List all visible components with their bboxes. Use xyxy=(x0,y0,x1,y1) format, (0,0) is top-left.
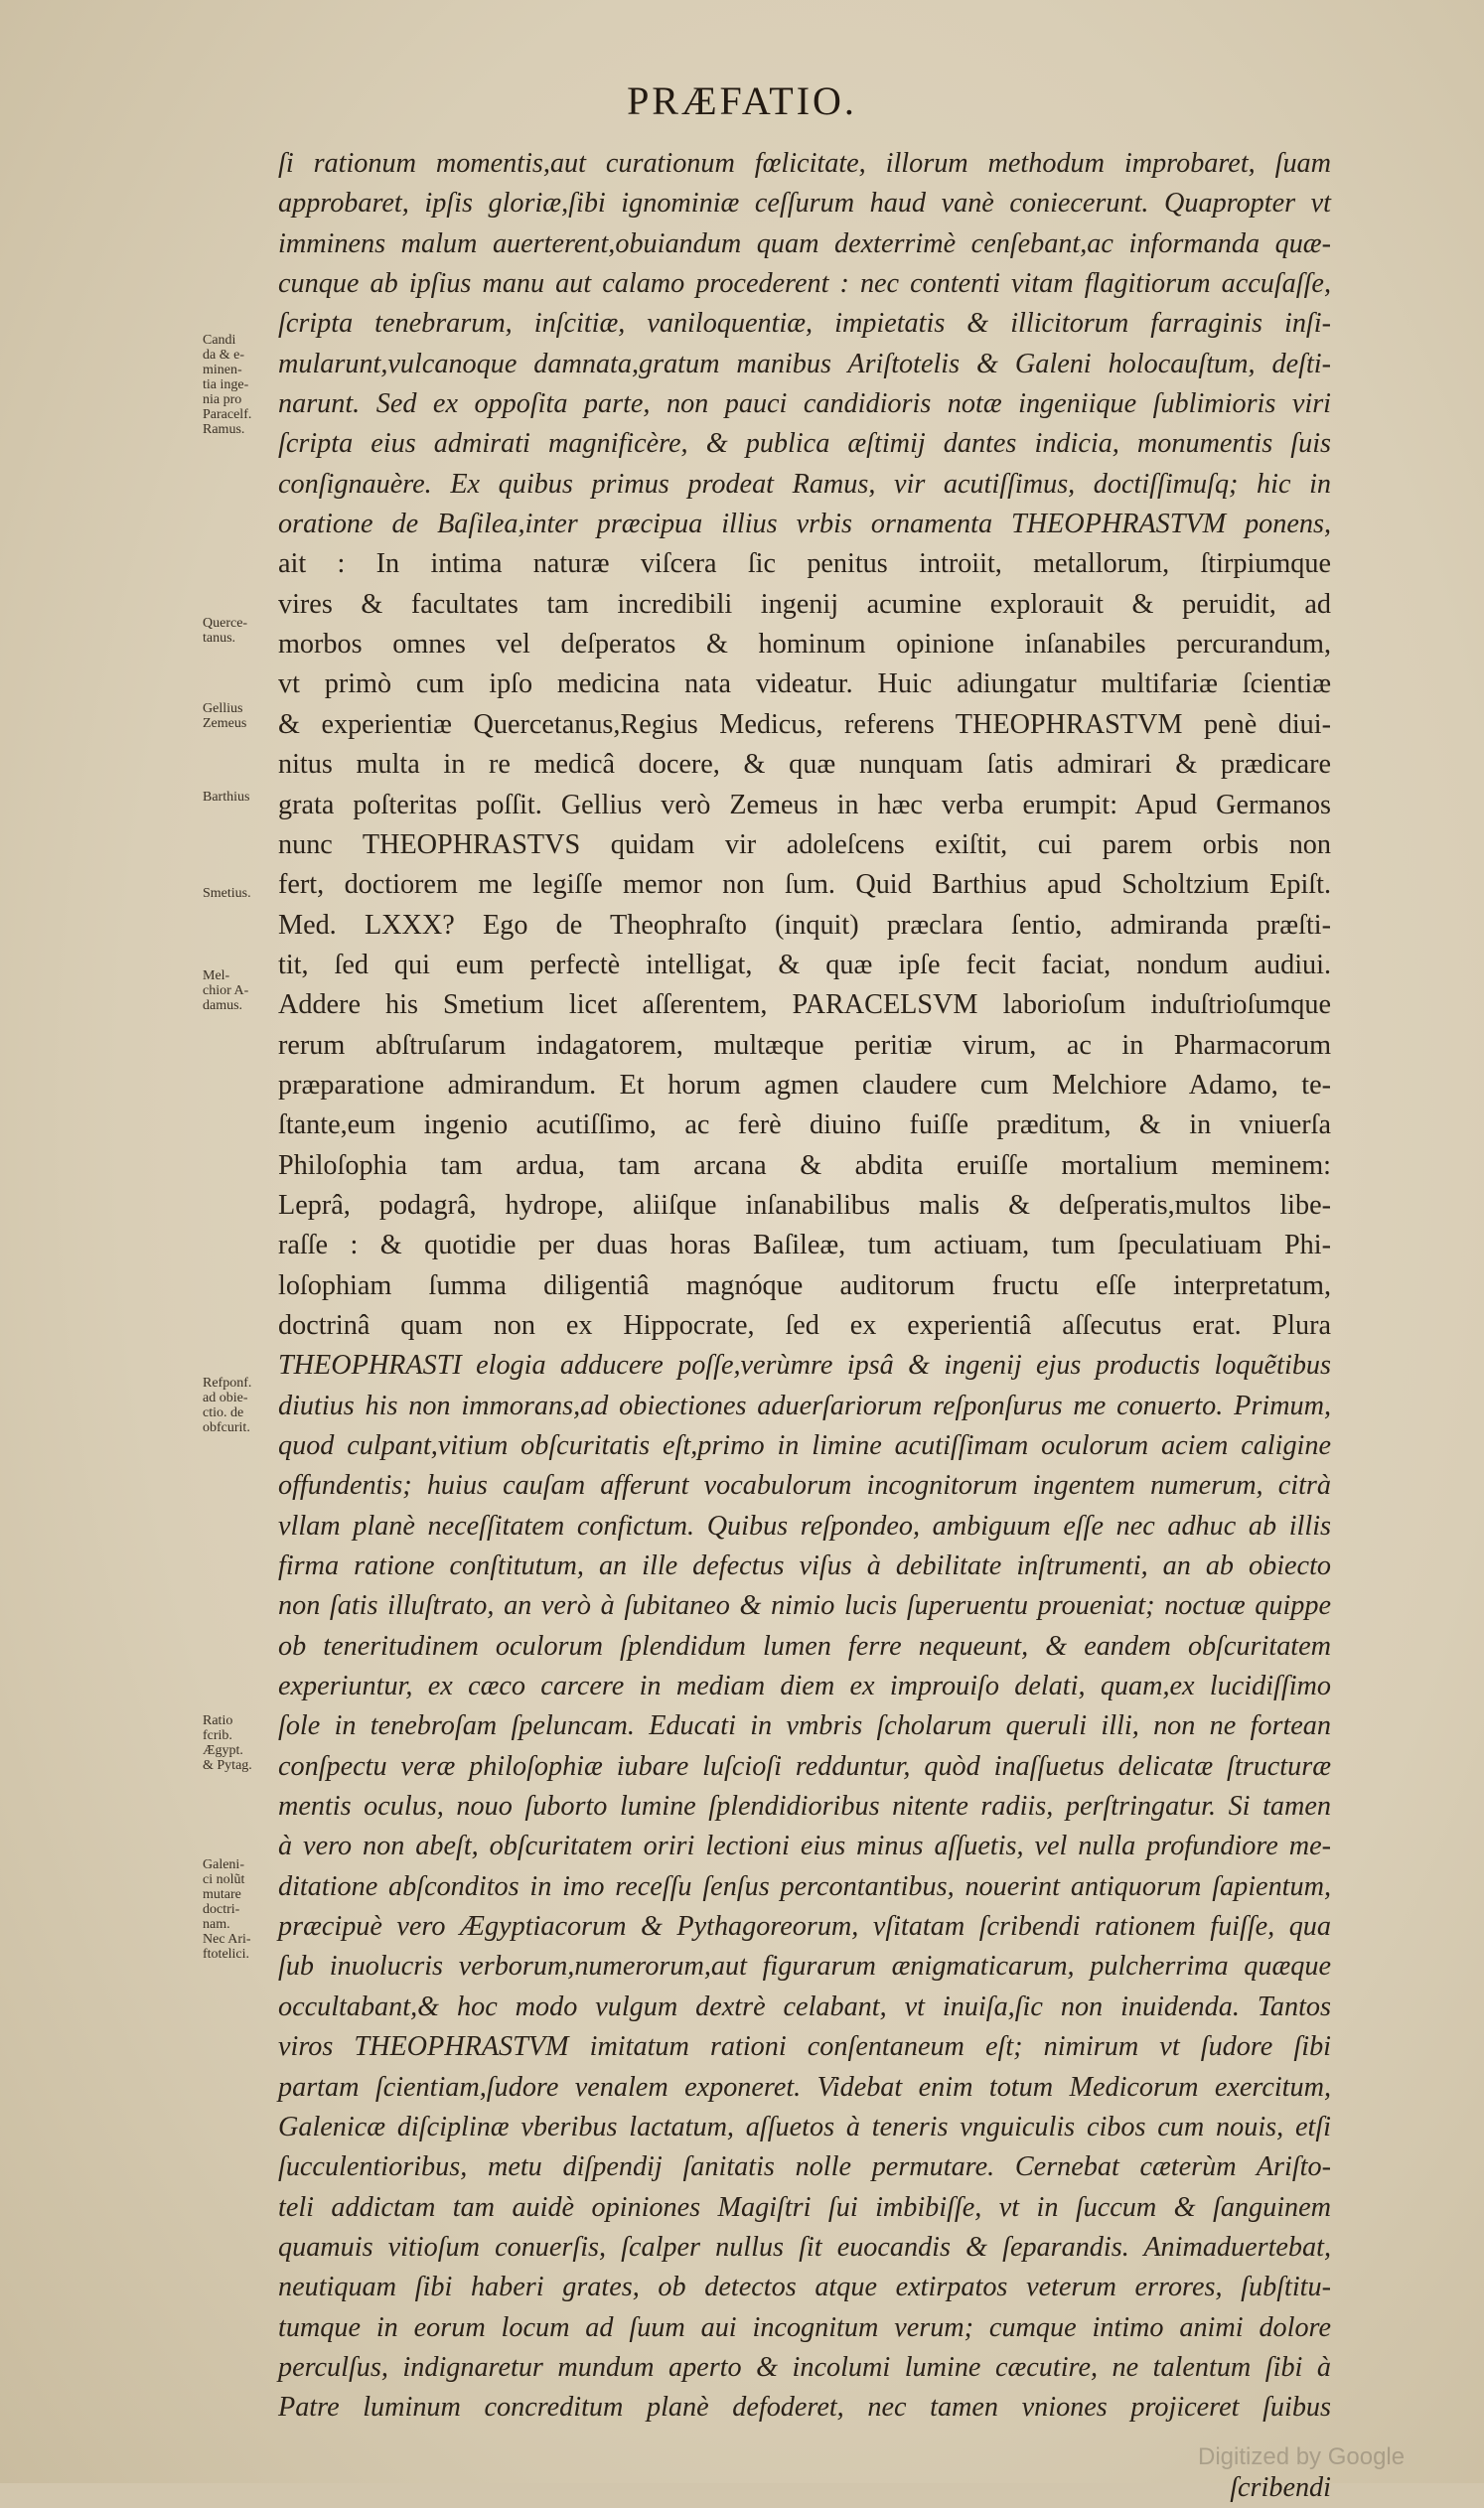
text-line: loſophiam ſumma diligentiâ magnóque auditorum fructu eſſe interpretatum, xyxy=(278,1269,1331,1301)
text-line: ſi rationum momentis,aut curationum fœlicitate, illorum methodum improbaret, ſuam xyxy=(278,148,1331,179)
text-line: vt primò cum ipſo medicina nata videatur. Huic adiungatur multifariæ ſcientiæ xyxy=(278,668,1331,700)
body-text xyxy=(278,144,1331,2508)
margin-note-responsio: Refponf. ad obie- ctio. de obfcurit. xyxy=(203,1376,252,1435)
text-line: Patre luminum concreditum planè defoderet, nec tamen vniones projiceret ſuibus xyxy=(278,2392,1331,2424)
text-line: conſignauère. Ex quibus primus prodeat Ramus, vir acutiſſimus, doctiſſimuſq; hic in xyxy=(278,468,1331,500)
text-line: & experientiæ Quercetanus,Regius Medicus, referens THEOPHRASTVM penè diui- xyxy=(278,708,1331,740)
text-line: viros THEOPHRASTVM imitatum rationi conſentaneum eſt; nimirum vt ſudore ſibi xyxy=(278,2031,1331,2063)
text-line: ſucculentioribus, metu diſpendij ſanitatis nolle permutare. Cernebat cæterùm Ariſto- xyxy=(278,2151,1331,2183)
text-line: rerum abſtruſarum indagatorem, multæque peritiæ virum, ac in Pharmacorum xyxy=(278,1029,1331,1061)
text-line: ſub inuolucris verborum,numerorum,aut figurarum ænigmaticarum, pulcherrima quæque xyxy=(278,1951,1331,1983)
text-line: quod culpant,vitium obſcuritatis eſt,primo in limine acutiſſimam oculorum aciem caligine xyxy=(278,1430,1331,1461)
margin-note-smetius: Smetius. xyxy=(203,886,251,901)
text-line: quamuis vitioſum conuerſis, ſcalper nullus ſit euocandis & ſeparandis. Animaduertebat, xyxy=(278,2231,1331,2263)
text-line: ſtante,eum ingenio acutiſſimo, ac ferè diuino fuiſſe præditum, & in vniuerſa xyxy=(278,1109,1331,1141)
watermark: Digitized by Google xyxy=(1198,2443,1406,2470)
text-line: offundentis; huius cauſam afferunt vocabulorum incognitorum ingentem numerum, citrà xyxy=(278,1470,1331,1502)
text-line: Philoſophia tam ardua, tam arcana & abdita eruiſſe mortalium meminem: xyxy=(278,1149,1331,1181)
text-line: grata poſteritas poſſit. Gellius verò Zemeus in hæc verba erumpit: Apud Germanos xyxy=(278,789,1331,820)
margin-note-quercetanus: Querce- tanus. xyxy=(203,616,248,646)
text-line: fert, doctiorem me legiſſe memor non ſum. Quid Barthius apud Scholtzium Epiſt. xyxy=(278,869,1331,901)
text-line: diutius his non immorans,ad obiectiones aduerſariorum reſponſurus me conuerto. Primum, xyxy=(278,1390,1331,1421)
margin-note-melchior: Mel- chior A- damus. xyxy=(203,968,249,1013)
text-line: ait : In intima naturæ viſcera ſic penitus introiit, metallorum, ſtirpiumque xyxy=(278,548,1331,580)
text-line: mularunt,vulcanoque damnata,gratum manibus Ariſtotelis & Galeni holocauſtum, deſti- xyxy=(278,348,1331,379)
text-line: nunc THEOPHRASTVS quidam vir adoleſcens exiſtit, cui parem orbis non xyxy=(278,828,1331,860)
running-head: PRÆFATIO. xyxy=(627,78,857,123)
text-line: imminens malum auerterent,obuiandum quam dexterrimè cenſebant,ac informanda quæ- xyxy=(278,227,1331,259)
text-line: oratione de Baſilea,inter præcipua illius vrbis ornamenta THEOPHRASTVM ponens, xyxy=(278,509,1331,540)
text-line: narunt. Sed ex oppoſita parte, non pauci candidioris notæ ingeniique ſublimioris viri xyxy=(278,388,1331,420)
text-line: partam ſcientiam,ſudore venalem exponeret. Videbat enim totum Medicorum exercitum, xyxy=(278,2071,1331,2103)
text-line: ob teneritudinem oculorum ſplendidum lumen ferre nequeunt, & eandem obſcuritatem xyxy=(278,1630,1331,1662)
margin-note-ratio: Ratio fcrib. Ægypt. & Pytag. xyxy=(203,1713,252,1773)
text-line xyxy=(278,2429,1331,2468)
text-line: neutiquam ſibi haberi grates, ob detectos atque extirpatos veterum errores, ſubſtitu- xyxy=(278,2272,1331,2303)
text-line: tumque in eorum locum ad ſuum aui incognitum verum; cumque intimo animi dolore xyxy=(278,2311,1331,2343)
text-line: ſole in tenebroſam ſpeluncam. Educati in vmbris ſcholarum queruli illi, non ne fortean xyxy=(278,1710,1331,1742)
text-line: præparatione admirandum. Et horum agmen claudere cum Melchiore Adamo, te- xyxy=(278,1069,1331,1101)
text-line: experiuntur, ex cæco carcere in mediam diem ex improuiſo delati, quam,ex lucidiſſimo xyxy=(278,1671,1331,1702)
text-line: raſſe : & quotidie per duas horas Baſileæ, tum actiuam, tum ſpeculatiuam Phi- xyxy=(278,1230,1331,1261)
text-line: non ſatis illuſtrato, an verò à ſubitaneo & nimio lucis ſuperuentu proueniat; noctuæ quippe xyxy=(278,1590,1331,1622)
text-line: morbos omnes vel deſperatos & hominum opinione inſanabiles percurandum, xyxy=(278,629,1331,661)
text-line: approbaret, ipſis gloriæ,ſibi ignominiæ ceſſurum haud vanè coniecerunt. Quapropter vt xyxy=(278,188,1331,220)
text-line: vllam planè neceſſitatem confictum. Quibus reſpondeo, ambiguum eſſe nec adhuc ab illis xyxy=(278,1510,1331,1542)
text-line: doctrinâ quam non ex Hippocrate, ſed ex experientiâ aſſecutus erat. Plura xyxy=(278,1309,1331,1341)
text-line: ditatione abſconditos in imo receſſu ſenſus percontantibus, nouerint antiquorum ſapientum, xyxy=(278,1870,1331,1902)
text-line: præcipuè vero Ægyptiacorum & Pythagoreorum, vſitatam ſcribendi rationem fuiſſe, qua xyxy=(278,1911,1331,1943)
margin-note-galenici: Galeni- ci nolũt mutare doctri- nam. Nec Ari- ftotelici. xyxy=(203,1857,251,1962)
text-line: vires & facultates tam incredibili ingenij acumine explorauit & peruidit, ad xyxy=(278,588,1331,620)
text-line: nitus multa in re medicâ docere, & quæ nunquam ſatis admirari & prædicare xyxy=(278,749,1331,781)
text-line: firma ratione conſtitutum, an ille defectus viſus à debilitate inſtrumenti, an ab obiecto xyxy=(278,1550,1331,1582)
text-line: mentis oculus, nouo ſuborto lumine ſplendidioribus nitente radiis, perſtringatur. Si tamen xyxy=(278,1791,1331,1823)
text-line: teli addictam tam auidè opiniones Magiſtri ſui imbibiſſe, vt in ſuccum & ſanguinem xyxy=(278,2191,1331,2223)
text-line: Galenicæ diſciplinæ vberibus lactatum, aſſuetos à teneris vnguiculis cibos cum nouis, etſi xyxy=(278,2111,1331,2142)
text-line: à vero non abeſt, obſcuritatem oriri lectioni eius minus aſſuetis, vel nulla profundiore me- xyxy=(278,1831,1331,1862)
text-line: ſcripta tenebrarum, inſcitiæ, vaniloquentiæ, impietatis & illicitorum farraginis inſi- xyxy=(278,308,1331,340)
text-line: conſpectu veræ philoſophiæ iubare luſcioſi redduntur, quòd inaſſuetus delicatæ ſtructuræ xyxy=(278,1750,1331,1782)
text-line: cunque ab ipſius manu aut calamo procederent : nec contenti vitam flagitiorum accuſaſſe, xyxy=(278,268,1331,300)
margin-note-barthius: Barthius xyxy=(203,790,250,805)
margin-note-candida: Candi da & e- minen- tia inge- nia pro Paracelf. Ramus. xyxy=(203,333,252,437)
text-line: Med. LXXX? Ego de Theophraſto (inquit) præclara ſentio, admiranda præſti- xyxy=(278,909,1331,941)
text-line: perculſus, indignaretur mundum aperto & incolumi lumine cæcutire, ne talentum ſibi à xyxy=(278,2351,1331,2383)
text-line: occultabant,& hoc modo vulgum dextrè celabant, vt inuiſa,ſic non inuidenda. Tantos xyxy=(278,1991,1331,2022)
text-line: ſcripta eius admirati magnificère, & publica æſtimij dantes indicia, monumentis ſuis xyxy=(278,428,1331,460)
text-line: THEOPHRASTI elogia adducere poſſe,verùmre ipsâ & ingenij ejus productis loquẽtibus xyxy=(278,1350,1331,1382)
text-line: Addere his Smetium licet aſſerentem, PARACELSVM laborioſum induſtrioſumque xyxy=(278,989,1331,1021)
text-line: tit, ſed qui eum perfectè intelligat, & quæ ipſe fecit faciat, nondum audiui. xyxy=(278,949,1331,980)
catchword: ſcribendi xyxy=(1230,2471,1331,2503)
text-line: Leprâ, podagrâ, hydrope, aliiſque inſanabilibus malis & deſperatis,multos libe- xyxy=(278,1189,1331,1221)
margin-note-gellius: Gellius Zemeus xyxy=(203,701,247,731)
